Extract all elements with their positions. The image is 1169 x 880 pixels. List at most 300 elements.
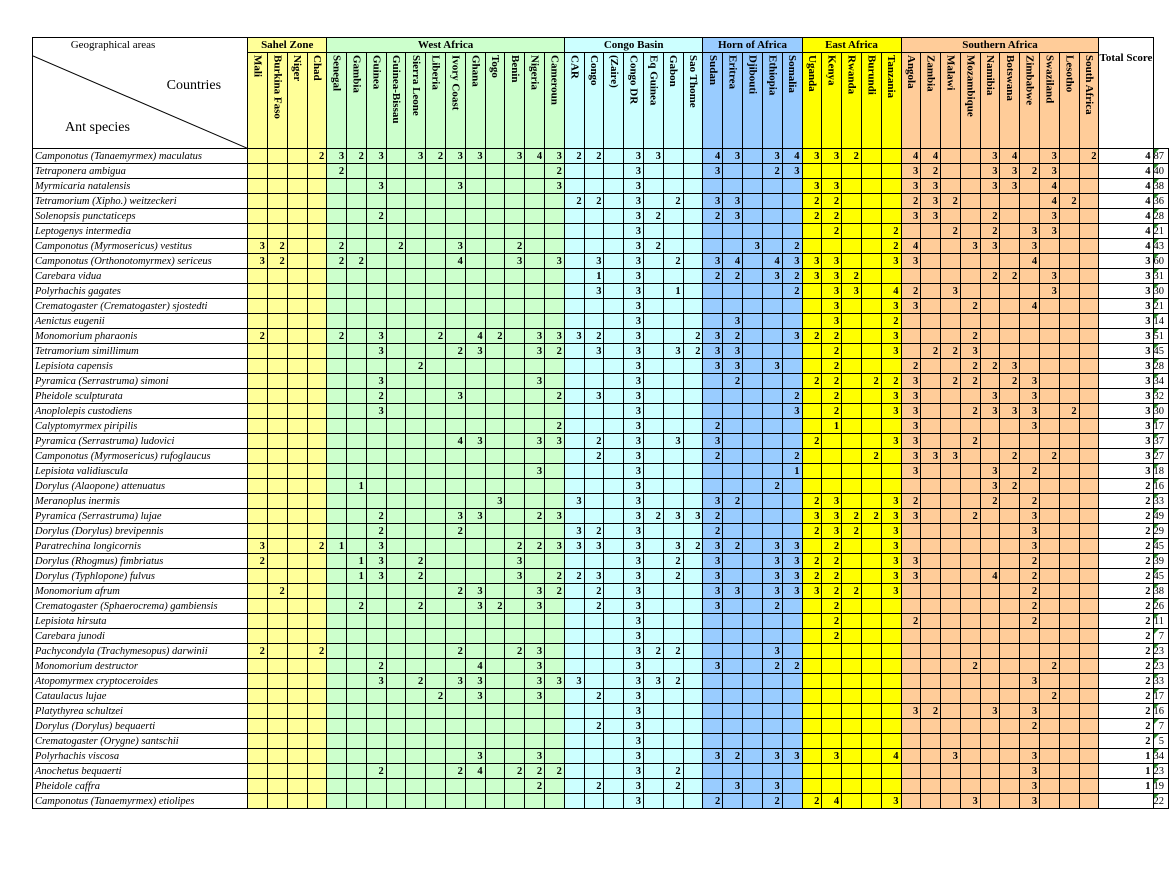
score-cell xyxy=(980,794,1000,809)
score-cell xyxy=(505,479,525,494)
score-cell: 2 xyxy=(1040,659,1060,674)
score-cell xyxy=(861,239,881,254)
score-cell xyxy=(782,194,802,209)
score-cell xyxy=(406,584,426,599)
score-cell xyxy=(802,599,822,614)
species-name: Atopomyrmex cryptoceroides xyxy=(33,674,248,689)
score-cell xyxy=(723,464,743,479)
score-cell: 2 xyxy=(881,224,901,239)
score-cell xyxy=(604,494,624,509)
score-cell xyxy=(307,404,327,419)
score-cell xyxy=(248,494,268,509)
score-cell: 3 xyxy=(703,434,723,449)
score-cell xyxy=(446,479,466,494)
score-cell xyxy=(525,629,545,644)
score-cell xyxy=(248,434,268,449)
score-cell xyxy=(802,164,822,179)
score-cell xyxy=(1040,359,1060,374)
score-cell: 3 xyxy=(1020,374,1040,389)
score-cell xyxy=(505,344,525,359)
total-score-cell: 29 xyxy=(1153,524,1169,539)
score-cell xyxy=(842,749,862,764)
score-cell xyxy=(287,689,307,704)
score-cell: 2 xyxy=(426,689,446,704)
score-cell xyxy=(525,239,545,254)
score-cell xyxy=(1079,254,1099,269)
score-cell: 3 xyxy=(980,404,1000,419)
score-cell xyxy=(743,614,763,629)
country-label: Congo xyxy=(588,55,601,86)
score-cell xyxy=(545,749,565,764)
score-cell xyxy=(327,404,347,419)
score-cell xyxy=(802,659,822,674)
score-cell: 3 xyxy=(584,284,604,299)
score-cell xyxy=(663,149,683,164)
score-cell: 2 xyxy=(584,689,604,704)
score-cell: 2 xyxy=(584,149,604,164)
table-row xyxy=(33,569,1169,584)
score-cell xyxy=(743,659,763,674)
score-cell xyxy=(1040,509,1060,524)
score-cell: 2 xyxy=(960,299,980,314)
score-cell xyxy=(465,464,485,479)
score-cell xyxy=(980,524,1000,539)
score-cell xyxy=(1079,749,1099,764)
score-cell: 2 xyxy=(861,374,881,389)
score-cell xyxy=(248,284,268,299)
country-label: CAR xyxy=(568,55,581,79)
score-cell xyxy=(406,629,426,644)
score-cell xyxy=(842,419,862,434)
score-cell xyxy=(881,449,901,464)
score-cell xyxy=(941,689,961,704)
score-cell: 3 xyxy=(624,299,644,314)
score-cell xyxy=(604,299,624,314)
score-cell xyxy=(703,629,723,644)
country-label: Liberia xyxy=(429,55,442,90)
score-cell: 2 xyxy=(1099,509,1153,524)
score-cell xyxy=(1079,419,1099,434)
table-row xyxy=(33,719,1169,734)
score-cell xyxy=(327,194,347,209)
score-cell xyxy=(703,674,723,689)
corner-header xyxy=(33,38,248,149)
score-cell: 2 xyxy=(703,509,723,524)
score-cell xyxy=(1040,779,1060,794)
score-cell xyxy=(782,704,802,719)
score-cell: 3 xyxy=(901,254,921,269)
score-cell xyxy=(406,224,426,239)
score-cell xyxy=(703,284,723,299)
score-cell xyxy=(564,419,584,434)
score-cell xyxy=(386,359,406,374)
score-cell xyxy=(366,794,386,809)
score-cell xyxy=(267,359,287,374)
score-cell xyxy=(327,614,347,629)
score-cell xyxy=(663,794,683,809)
score-cell xyxy=(366,299,386,314)
score-cell xyxy=(347,194,367,209)
score-cell xyxy=(1059,254,1079,269)
score-cell xyxy=(426,359,446,374)
score-cell: 2 xyxy=(366,524,386,539)
score-cell: 1 xyxy=(347,554,367,569)
score-cell xyxy=(307,674,327,689)
score-cell xyxy=(426,254,446,269)
score-cell: 3 xyxy=(525,599,545,614)
score-cell: 2 xyxy=(980,494,1000,509)
score-cell xyxy=(980,329,1000,344)
score-cell xyxy=(921,614,941,629)
score-cell xyxy=(743,434,763,449)
country-label: Eritrea xyxy=(726,55,739,90)
score-cell xyxy=(505,584,525,599)
score-cell xyxy=(465,644,485,659)
score-cell xyxy=(743,449,763,464)
score-cell xyxy=(861,344,881,359)
score-cell xyxy=(683,149,703,164)
score-cell: 2 xyxy=(545,164,565,179)
score-cell xyxy=(743,479,763,494)
score-cell: 3 xyxy=(921,449,941,464)
score-cell xyxy=(683,554,703,569)
country-label: Mozambique xyxy=(964,55,977,117)
score-cell xyxy=(485,524,505,539)
score-cell xyxy=(248,179,268,194)
score-cell xyxy=(1059,494,1079,509)
score-cell: 3 xyxy=(545,509,565,524)
score-cell xyxy=(1020,359,1040,374)
score-cell: 3 xyxy=(881,509,901,524)
species-name: Carebara junodi xyxy=(33,629,248,644)
score-cell xyxy=(1059,389,1079,404)
score-cell: 2 xyxy=(366,659,386,674)
score-cell: 3 xyxy=(545,674,565,689)
score-cell xyxy=(426,719,446,734)
score-cell: 3 xyxy=(822,749,842,764)
score-cell: 2 xyxy=(980,269,1000,284)
score-cell xyxy=(307,749,327,764)
score-cell xyxy=(861,779,881,794)
score-cell xyxy=(406,449,426,464)
score-cell xyxy=(287,599,307,614)
score-cell xyxy=(485,479,505,494)
score-cell xyxy=(1020,194,1040,209)
score-cell xyxy=(604,209,624,224)
score-cell xyxy=(663,614,683,629)
score-cell xyxy=(347,539,367,554)
score-cell xyxy=(485,734,505,749)
score-cell xyxy=(1059,164,1079,179)
score-cell xyxy=(782,299,802,314)
total-score-cell: 22 xyxy=(1153,794,1169,809)
score-cell: 3 xyxy=(723,149,743,164)
score-cell: 3 xyxy=(465,584,485,599)
score-cell xyxy=(861,299,881,314)
score-cell xyxy=(1040,674,1060,689)
score-cell xyxy=(525,209,545,224)
score-cell xyxy=(426,614,446,629)
score-cell: 3 xyxy=(624,749,644,764)
total-score-cell: 23 xyxy=(1153,659,1169,674)
score-cell: 2 xyxy=(802,524,822,539)
score-cell xyxy=(723,644,743,659)
score-cell xyxy=(485,674,505,689)
score-cell: 2 xyxy=(347,599,367,614)
score-cell xyxy=(980,194,1000,209)
score-cell xyxy=(822,779,842,794)
score-cell: 3 xyxy=(802,179,822,194)
score-cell xyxy=(1000,704,1020,719)
score-cell: 4 xyxy=(1099,209,1153,224)
score-cell: 3 xyxy=(822,509,842,524)
score-cell xyxy=(386,434,406,449)
score-cell xyxy=(465,164,485,179)
score-cell xyxy=(604,734,624,749)
score-cell xyxy=(485,359,505,374)
score-cell: 2 xyxy=(366,389,386,404)
total-score-cell: 28 xyxy=(1153,359,1169,374)
score-cell: 3 xyxy=(703,749,723,764)
score-cell xyxy=(743,674,763,689)
score-cell xyxy=(604,344,624,359)
score-cell xyxy=(1059,434,1079,449)
score-cell xyxy=(584,404,604,419)
score-cell xyxy=(881,359,901,374)
score-cell xyxy=(861,419,881,434)
score-cell xyxy=(584,764,604,779)
score-cell: 3 xyxy=(683,509,703,524)
score-cell xyxy=(644,614,664,629)
score-cell xyxy=(505,794,525,809)
score-cell: 4 xyxy=(1099,224,1153,239)
country-label: Gabon xyxy=(667,55,680,87)
score-cell xyxy=(782,314,802,329)
score-cell xyxy=(287,164,307,179)
score-cell xyxy=(683,659,703,674)
score-cell xyxy=(307,224,327,239)
score-cell: 2 xyxy=(327,254,347,269)
score-cell: 3 xyxy=(782,539,802,554)
score-cell xyxy=(1040,719,1060,734)
score-cell xyxy=(782,224,802,239)
score-cell: 3 xyxy=(1000,404,1020,419)
score-cell xyxy=(267,149,287,164)
score-cell xyxy=(921,374,941,389)
total-score-cell: 30 xyxy=(1153,404,1169,419)
score-cell xyxy=(505,374,525,389)
score-cell xyxy=(327,389,347,404)
score-cell xyxy=(465,314,485,329)
score-cell xyxy=(782,359,802,374)
total-score-cell: 30 xyxy=(1153,284,1169,299)
score-cell xyxy=(743,509,763,524)
country-label: Burundi xyxy=(865,55,878,95)
total-score-cell: 14 xyxy=(1153,314,1169,329)
score-cell: 3 xyxy=(802,584,822,599)
score-cell: 3 xyxy=(703,194,723,209)
score-cell xyxy=(406,614,426,629)
score-cell xyxy=(960,584,980,599)
country-label: Guinea xyxy=(370,55,383,90)
species-name: Paratrechina longicornis xyxy=(33,539,248,554)
table-row xyxy=(33,389,1169,404)
score-cell xyxy=(663,479,683,494)
score-cell xyxy=(960,419,980,434)
score-cell xyxy=(386,254,406,269)
score-cell: 3 xyxy=(1020,419,1040,434)
score-cell xyxy=(327,359,347,374)
score-cell xyxy=(921,464,941,479)
score-cell xyxy=(822,449,842,464)
score-cell xyxy=(1000,464,1020,479)
table-row xyxy=(33,449,1169,464)
score-cell xyxy=(802,734,822,749)
score-cell xyxy=(782,689,802,704)
score-cell xyxy=(327,374,347,389)
score-cell xyxy=(644,179,664,194)
score-cell xyxy=(960,464,980,479)
score-cell xyxy=(683,314,703,329)
score-cell: 3 xyxy=(901,374,921,389)
score-cell xyxy=(901,344,921,359)
score-cell xyxy=(366,254,386,269)
score-cell xyxy=(960,734,980,749)
score-cell: 3 xyxy=(802,149,822,164)
score-cell xyxy=(406,779,426,794)
score-cell: 2 xyxy=(545,584,565,599)
score-cell: 2 xyxy=(307,539,327,554)
score-cell xyxy=(663,419,683,434)
score-cell xyxy=(881,644,901,659)
score-cell xyxy=(1000,314,1020,329)
score-cell xyxy=(287,434,307,449)
score-cell xyxy=(604,524,624,539)
species-name: Cataulacus lujae xyxy=(33,689,248,704)
score-cell: 2 xyxy=(1000,449,1020,464)
score-cell xyxy=(386,764,406,779)
score-cell xyxy=(386,644,406,659)
score-cell: 3 xyxy=(545,254,565,269)
score-cell: 3 xyxy=(624,629,644,644)
country-label: Sudan xyxy=(706,55,719,85)
score-cell xyxy=(980,539,1000,554)
score-cell: 3 xyxy=(564,494,584,509)
score-cell: 2 xyxy=(267,584,287,599)
score-cell xyxy=(347,734,367,749)
score-cell xyxy=(743,164,763,179)
score-cell xyxy=(842,449,862,464)
region-header: West Africa xyxy=(327,38,565,53)
score-cell xyxy=(683,524,703,539)
score-cell xyxy=(941,719,961,734)
score-cell: 3 xyxy=(406,149,426,164)
score-cell: 2 xyxy=(485,329,505,344)
score-cell xyxy=(564,554,584,569)
score-cell: 3 xyxy=(723,779,743,794)
score-cell: 2 xyxy=(545,389,565,404)
country-header xyxy=(663,53,683,149)
score-cell xyxy=(287,734,307,749)
score-cell: 2 xyxy=(960,434,980,449)
score-cell xyxy=(1000,284,1020,299)
score-cell xyxy=(564,449,584,464)
score-cell xyxy=(327,584,347,599)
score-cell xyxy=(1099,794,1153,809)
score-cell xyxy=(723,794,743,809)
score-cell xyxy=(842,179,862,194)
score-cell: 3 xyxy=(624,194,644,209)
score-cell xyxy=(426,599,446,614)
score-cell xyxy=(248,764,268,779)
score-cell xyxy=(822,704,842,719)
score-cell xyxy=(307,569,327,584)
score-cell xyxy=(307,284,327,299)
score-cell xyxy=(782,524,802,539)
score-cell: 3 xyxy=(366,329,386,344)
score-cell: 3 xyxy=(743,239,763,254)
score-cell xyxy=(267,329,287,344)
score-cell: 3 xyxy=(366,344,386,359)
score-cell: 2 xyxy=(584,719,604,734)
score-cell xyxy=(307,209,327,224)
score-cell xyxy=(723,734,743,749)
score-cell xyxy=(1079,704,1099,719)
score-cell: 3 xyxy=(545,434,565,449)
score-cell xyxy=(861,644,881,659)
score-cell: 3 xyxy=(624,599,644,614)
score-cell xyxy=(525,404,545,419)
score-cell xyxy=(703,764,723,779)
score-cell xyxy=(465,614,485,629)
score-cell xyxy=(347,419,367,434)
score-cell xyxy=(525,734,545,749)
score-cell xyxy=(861,524,881,539)
score-cell xyxy=(941,794,961,809)
score-cell xyxy=(347,719,367,734)
score-cell xyxy=(861,164,881,179)
score-cell xyxy=(822,734,842,749)
score-cell xyxy=(683,479,703,494)
score-cell xyxy=(762,464,782,479)
score-cell xyxy=(644,224,664,239)
score-cell xyxy=(683,239,703,254)
score-cell xyxy=(960,704,980,719)
score-cell xyxy=(861,209,881,224)
score-cell: 2 xyxy=(545,764,565,779)
score-cell xyxy=(465,209,485,224)
score-cell xyxy=(644,329,664,344)
score-cell xyxy=(644,569,664,584)
score-cell xyxy=(703,644,723,659)
score-cell xyxy=(426,419,446,434)
score-cell xyxy=(287,269,307,284)
score-cell: 3 xyxy=(505,554,525,569)
score-cell xyxy=(861,584,881,599)
score-cell xyxy=(782,734,802,749)
score-cell xyxy=(644,494,664,509)
score-cell xyxy=(723,599,743,614)
score-cell: 4 xyxy=(782,149,802,164)
score-cell xyxy=(703,179,723,194)
score-cell: 3 xyxy=(1099,434,1153,449)
score-cell xyxy=(861,149,881,164)
score-cell xyxy=(921,749,941,764)
score-cell xyxy=(465,734,485,749)
score-cell xyxy=(426,269,446,284)
score-cell xyxy=(347,659,367,674)
score-cell xyxy=(644,254,664,269)
